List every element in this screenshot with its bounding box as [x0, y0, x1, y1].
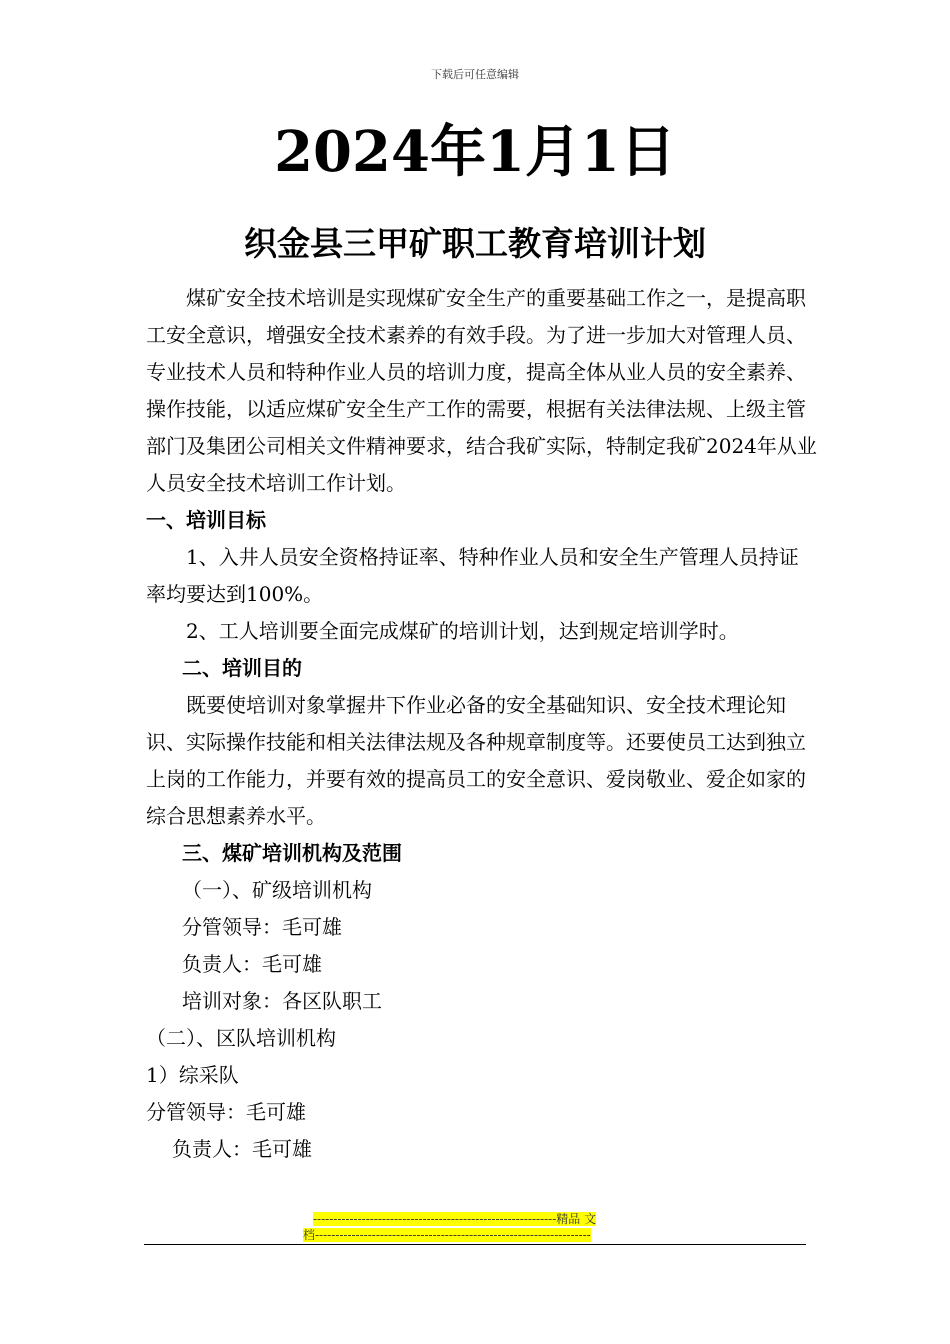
- section-3-sub-1-head: 负责人：毛可雄: [182, 952, 322, 976]
- section-3-sub-1-leader: 分管领导：毛可雄: [182, 915, 342, 939]
- footer-watermark: [303, 1211, 648, 1243]
- document-title: 织金县三甲矿职工教育培训计划: [244, 224, 706, 263]
- section-2-body: 既要使培训对象掌握井下作业必备的安全基础知识、安全技术理论知识、实际操作技能和相关法律法规及各种规章制度等。还要使员工达到独立上岗的工作能力，并要有效的提高员工的安全意识、爱岗敬业、爱企如家的综合思想素养水平。: [146, 693, 806, 828]
- section-3-sub-1-title: （一）、矿级培训机构: [182, 878, 372, 902]
- intro-paragraph: 煤矿安全技术培训是实现煤矿安全生产的重要基础工作之一，是提高职工安全意识，增强安全技术素养的有效手段。为了进一步加大对管理人员、专业技术人员和特种作业人员的培训力度，提高全体从业人员的安全素养、操作技能，以适应煤矿安全生产工作的需要，根据有关法律法规、上级主管部门及集团公司相关文件精神要求，结合我矿实际，特制定我矿2024年从业人员安全技术培训工作计划。: [146, 286, 817, 495]
- team-1-leader: 分管领导：毛可雄: [146, 1100, 306, 1124]
- section-3-sub-2-title: （二）、区队培训机构: [146, 1026, 336, 1050]
- section-1-item-2: 2、工人培训要全面完成煤矿的培训计划，达到规定培训学时。: [186, 619, 739, 643]
- footer-divider: [144, 1244, 806, 1245]
- section-1-item-1: 1、入井人员安全资格持证率、特种作业人员和安全生产管理人员持证率均要达到100%。: [146, 545, 799, 606]
- section-3-sub-1-target: 培训对象：各区队职工: [182, 989, 382, 1013]
- document-date: 2024年1月1日: [274, 119, 676, 185]
- section-2-heading: 二、培训目的: [182, 656, 302, 680]
- team-1-title: 1）综采队: [146, 1063, 239, 1087]
- footer-line-2: 档--------------------------------------------------------------------: [303, 1228, 591, 1242]
- document-body: [146, 280, 818, 1168]
- section-3-heading: 三、煤矿培训机构及范围: [182, 841, 402, 865]
- team-1-head: 负责人：毛可雄: [172, 1137, 312, 1161]
- footer-line-1: ------------------------------------------------------------精品 文: [313, 1212, 597, 1226]
- section-1-heading: 一、培训目标: [146, 508, 266, 532]
- header-note: 下载后可任意编辑: [431, 68, 519, 81]
